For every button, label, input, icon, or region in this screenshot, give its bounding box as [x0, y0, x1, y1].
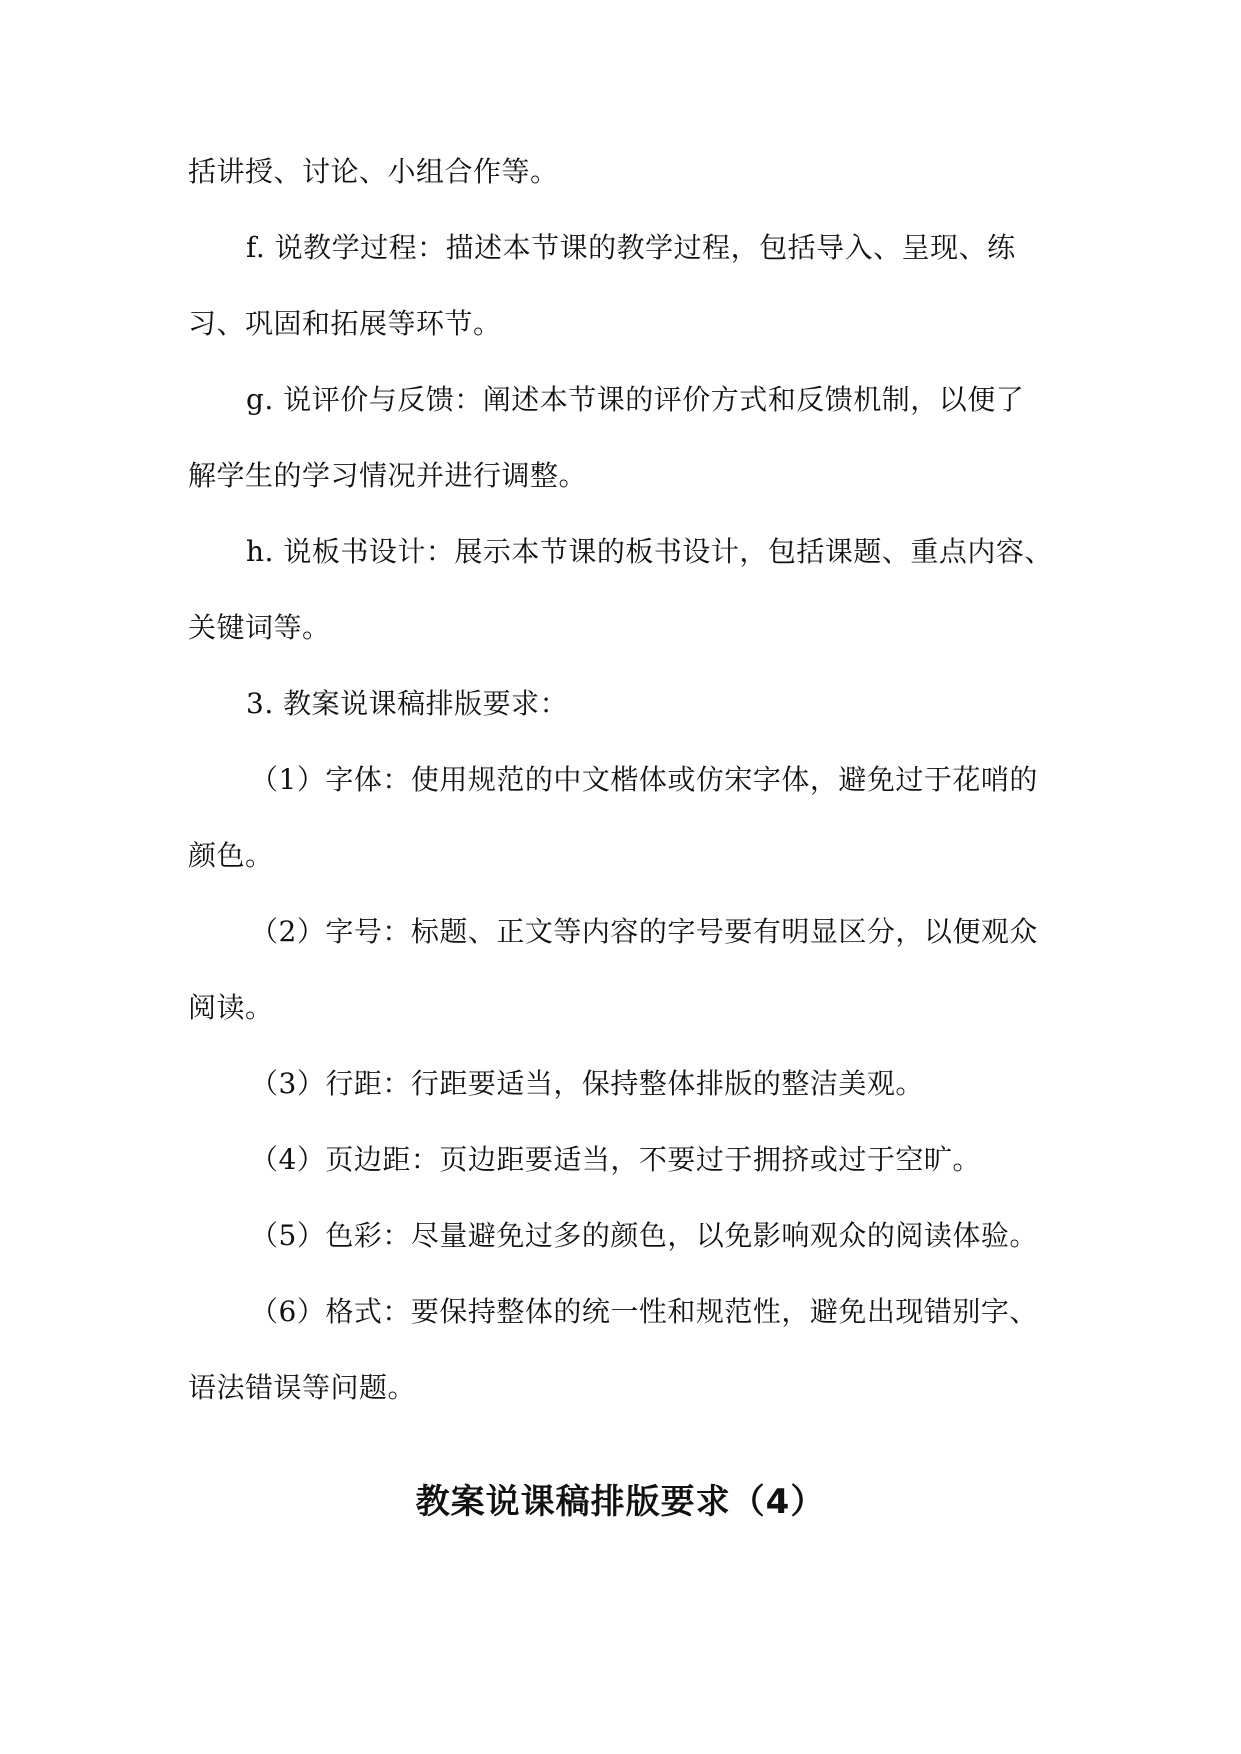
- text-line: g. 说评价与反馈：阐述本节课的评价方式和反馈机制，以便了: [246, 383, 1025, 416]
- text-line: 习、巩固和拓展等环节。: [188, 307, 502, 340]
- text-line: 语法错误等问题。: [188, 1371, 417, 1404]
- text-line: f. 说教学过程：描述本节课的教学过程，包括导入、呈现、练: [246, 231, 1016, 264]
- text-line: 关键词等。: [188, 611, 331, 644]
- text-line: （1）字体：使用规范的中文楷体或仿宋字体，避免过于花哨的: [250, 763, 1038, 796]
- text-line: 阅读。: [188, 991, 274, 1024]
- text-line: （6）格式：要保持整体的统一性和规范性，避免出现错别字、: [250, 1295, 1038, 1328]
- text-line: 解学生的学习情况并进行调整。: [188, 459, 588, 492]
- text-line: （4）页边距：页边距要适当，不要过于拥挤或过于空旷。: [250, 1143, 981, 1176]
- text-line: h. 说板书设计：展示本节课的板书设计，包括课题、重点内容、: [246, 535, 1053, 568]
- text-line: 颜色。: [188, 839, 274, 872]
- section-heading: 教案说课稿排版要求（4）: [415, 1482, 826, 1522]
- text-line: 括讲授、讨论、小组合作等。: [188, 155, 559, 188]
- text-line: （3）行距：行距要适当，保持整体排版的整洁美观。: [250, 1067, 924, 1100]
- text-line: 3. 教案说课稿排版要求：: [246, 687, 569, 720]
- text-line: （2）字号：标题、正文等内容的字号要有明显区分，以便观众: [250, 915, 1038, 948]
- text-line: （5）色彩：尽量避免过多的颜色，以免影响观众的阅读体验。: [250, 1219, 1038, 1252]
